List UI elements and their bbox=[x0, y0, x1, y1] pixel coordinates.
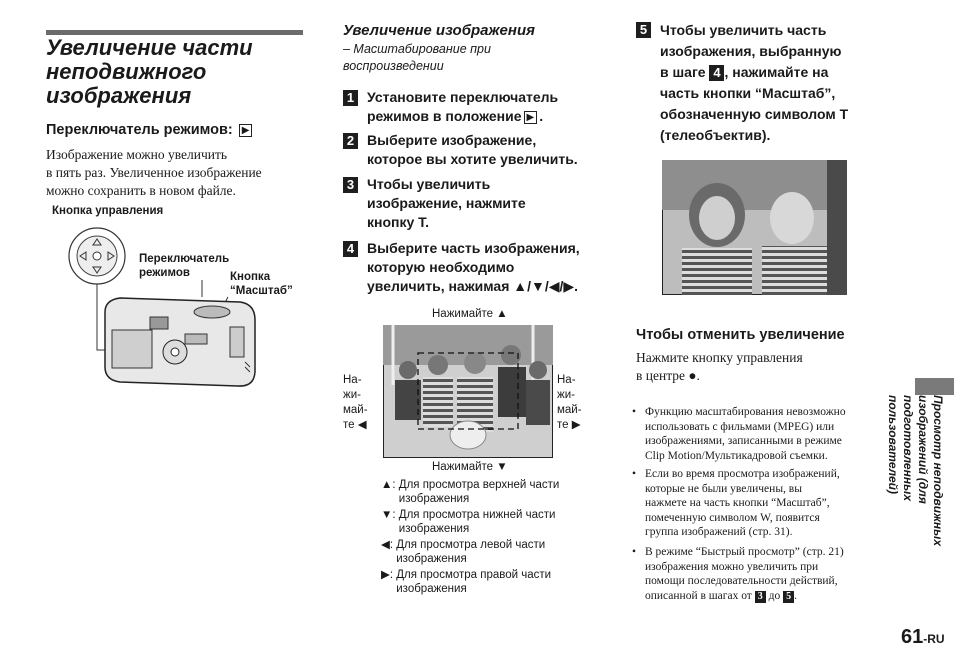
bullet-line: В режиме “Быстрый просмотр” (стр. 21) bbox=[645, 546, 844, 558]
bullet-line: описанной в шагах от bbox=[645, 589, 752, 602]
zoom-button-callout bbox=[230, 270, 293, 298]
side-tab-line: Просмотр неподвижных bbox=[931, 395, 945, 547]
camera-diagram bbox=[60, 222, 310, 397]
step-line: увеличить, нажимая ▲/▼/◀/▶. bbox=[367, 278, 579, 294]
step-ref: 5 bbox=[783, 591, 794, 603]
side-tab-line: пользователей) bbox=[886, 395, 900, 494]
legend-symbol: ◀ bbox=[381, 539, 390, 551]
callout-line: Кнопка bbox=[230, 271, 271, 283]
bullet-line: Функцию масштабирования невозможно bbox=[645, 406, 846, 418]
step-3 bbox=[343, 175, 605, 232]
bullet-item: • Если во время просмотра изображений, которые не были увеличены, вы нажмете на часть кнопки “Масштаб”, помеченную символом W, появится группа изображений (стр. 31). bbox=[632, 467, 894, 540]
step-ref: 4 bbox=[709, 65, 724, 81]
zoom-lever bbox=[194, 306, 230, 318]
step-line: которое вы хотите увеличить. bbox=[367, 151, 578, 167]
bullet-line: изображениями, записанными в режиме bbox=[645, 435, 842, 448]
legend-line: Для просмотра верхней части bbox=[398, 479, 560, 491]
subheading-line: – Масштабирование при bbox=[343, 42, 491, 56]
step-line: в шаге bbox=[660, 64, 706, 80]
callout-line: режимов bbox=[139, 267, 190, 279]
step-1: 1 Установите переключатель режимов в положение ▶ . bbox=[343, 88, 605, 126]
control-center-button bbox=[93, 252, 101, 260]
page-title bbox=[46, 36, 306, 108]
step-line: которую необходимо bbox=[367, 259, 515, 275]
bullet-line: Clip Motion/Мультикадровой съемки. bbox=[645, 449, 828, 462]
callout-line: Переключатель bbox=[139, 253, 230, 265]
legend-line: изображения bbox=[396, 583, 467, 595]
middle-heading: Увеличение изображения bbox=[343, 22, 535, 39]
step-number: 4 bbox=[343, 241, 358, 257]
step-line: часть кнопки “Масштаб”, bbox=[660, 85, 836, 101]
title-line: Увеличение части bbox=[46, 35, 253, 60]
arrow-legend bbox=[381, 478, 611, 596]
mode-switch-heading bbox=[46, 122, 254, 138]
side-panel bbox=[230, 327, 244, 357]
legend-line: изображения bbox=[396, 553, 467, 565]
cancel-line: в центре ●. bbox=[636, 368, 700, 383]
step-number: 2 bbox=[343, 133, 358, 149]
bullet-line: помощи последовательности действий, bbox=[645, 575, 838, 588]
intro-text bbox=[46, 146, 311, 200]
step-number: 5 bbox=[636, 22, 651, 38]
play-icon: ▶ bbox=[524, 111, 538, 124]
step-line: Установите переключатель bbox=[367, 89, 559, 105]
bullet-item: • Функцию масштабирования невозможно использовать с фильмами (MPEG) или изображениями, записанными в режиме Clip Motion/Мультикадровой съемки. bbox=[632, 405, 894, 463]
label-line: На- bbox=[343, 374, 362, 386]
cancel-line: Нажмите кнопку управления bbox=[636, 350, 803, 365]
page-number bbox=[901, 626, 945, 649]
bullet-line: изображения можно увеличить при bbox=[645, 560, 819, 573]
step-4 bbox=[343, 239, 605, 296]
legend-item: ▶ : Для просмотра правой части изображения bbox=[381, 569, 552, 595]
step-line: обозначенную символом T bbox=[660, 106, 849, 122]
legend-item: ▼ : Для просмотра нижней части изображения bbox=[381, 509, 556, 535]
label-line: те ▶ bbox=[557, 419, 581, 431]
legend-line: Для просмотра левой части bbox=[396, 539, 546, 551]
step-2 bbox=[343, 131, 605, 169]
step-line: изображение, нажмите bbox=[367, 195, 526, 211]
legend-item: ◀ : Для просмотра левой части изображения bbox=[381, 539, 546, 565]
press-down-label: Нажимайте ▼ bbox=[432, 461, 508, 473]
step-line: Выберите изображение, bbox=[367, 132, 537, 148]
callout-line: “Масштаб” bbox=[230, 285, 293, 297]
legend-item: ▲ : Для просмотра верхней части изображения bbox=[381, 479, 560, 505]
intro-line: можно сохранить в новом файле. bbox=[46, 183, 236, 198]
mode-switch-label: Переключатель режимов: bbox=[46, 122, 233, 138]
step-ref: 3 bbox=[755, 591, 766, 603]
mode-dial bbox=[185, 334, 207, 344]
intro-line: в пять раз. Увеличенное изображение bbox=[46, 165, 262, 180]
bullet-line: Если во время просмотра изображений, bbox=[645, 468, 840, 480]
step-line: Выберите часть изображения, bbox=[367, 240, 580, 256]
play-icon: ▶ bbox=[239, 124, 253, 137]
bullet-line: которые не были увеличены, вы bbox=[645, 482, 802, 495]
mode-switch-callout bbox=[139, 252, 229, 280]
press-up-label: Нажимайте ▲ bbox=[432, 308, 508, 320]
legend-symbol: ▼ bbox=[381, 509, 393, 521]
page-suffix: -RU bbox=[923, 632, 945, 646]
step-line: кнопку T. bbox=[367, 214, 430, 230]
bullet-line: помеченную символом W, появится bbox=[645, 511, 820, 524]
legend-line: изображения bbox=[398, 493, 470, 505]
step-line: Чтобы увеличить bbox=[367, 176, 491, 192]
label-line: жи- bbox=[557, 389, 575, 401]
legend-line: Для просмотра нижней части bbox=[398, 509, 556, 521]
zoomed-photo bbox=[662, 160, 847, 295]
middle-subheading bbox=[343, 41, 491, 75]
bullet-line: группа изображений (стр. 31). bbox=[645, 526, 793, 539]
side-tab-label bbox=[883, 395, 953, 575]
intro-line: Изображение можно увеличить bbox=[46, 147, 228, 162]
title-line: изображения bbox=[46, 83, 192, 108]
page-number-value: 61 bbox=[901, 626, 924, 648]
bullet-line: до bbox=[768, 589, 781, 602]
legend-line: изображения bbox=[398, 523, 470, 535]
step-line: изображения, выбранную bbox=[660, 43, 842, 59]
legend-symbol: ▶ bbox=[381, 569, 390, 581]
label-line: май- bbox=[343, 404, 368, 416]
label-line: те ◀ bbox=[343, 419, 367, 431]
step-line: Чтобы увеличить часть bbox=[660, 22, 827, 38]
legend-symbol: ▲ bbox=[381, 479, 393, 491]
step-number: 3 bbox=[343, 177, 358, 193]
bullet-line: нажмете на часть кнопки “Масштаб”, bbox=[645, 497, 830, 510]
viewfinder bbox=[150, 317, 168, 329]
press-right-label bbox=[557, 373, 582, 433]
cancel-heading: Чтобы отменить увеличение bbox=[636, 327, 845, 343]
label-line: На- bbox=[557, 374, 576, 386]
legend-line: Для просмотра правой части bbox=[396, 569, 552, 581]
title-line: неподвижного bbox=[46, 59, 207, 84]
step-line: (телеобъектив). bbox=[660, 127, 771, 143]
step-5 bbox=[636, 20, 896, 146]
lcd-screen bbox=[112, 330, 152, 368]
subheading-line: воспроизведении bbox=[343, 59, 444, 73]
label-line: жи- bbox=[343, 389, 361, 401]
press-left-label bbox=[343, 373, 368, 433]
side-tab-line: изображений (для подготовленных bbox=[901, 395, 930, 504]
cancel-text bbox=[636, 349, 803, 385]
step-line: режимов в положение bbox=[367, 108, 522, 124]
bullet-line: использовать с фильмами (MPEG) или bbox=[645, 420, 835, 433]
control-button-label: Кнопка управления bbox=[52, 205, 164, 217]
step-line: , нажимайте на bbox=[724, 64, 829, 80]
step-number: 1 bbox=[343, 90, 358, 106]
zoom-photo bbox=[383, 325, 553, 458]
bullet-item: • В режиме “Быстрый просмотр” (стр. 21) изображения можно увеличить при помощи последовательности действий, описанной в шагах от 3 до 5 . bbox=[632, 545, 894, 603]
section-tab bbox=[915, 378, 954, 395]
label-line: май- bbox=[557, 404, 582, 416]
